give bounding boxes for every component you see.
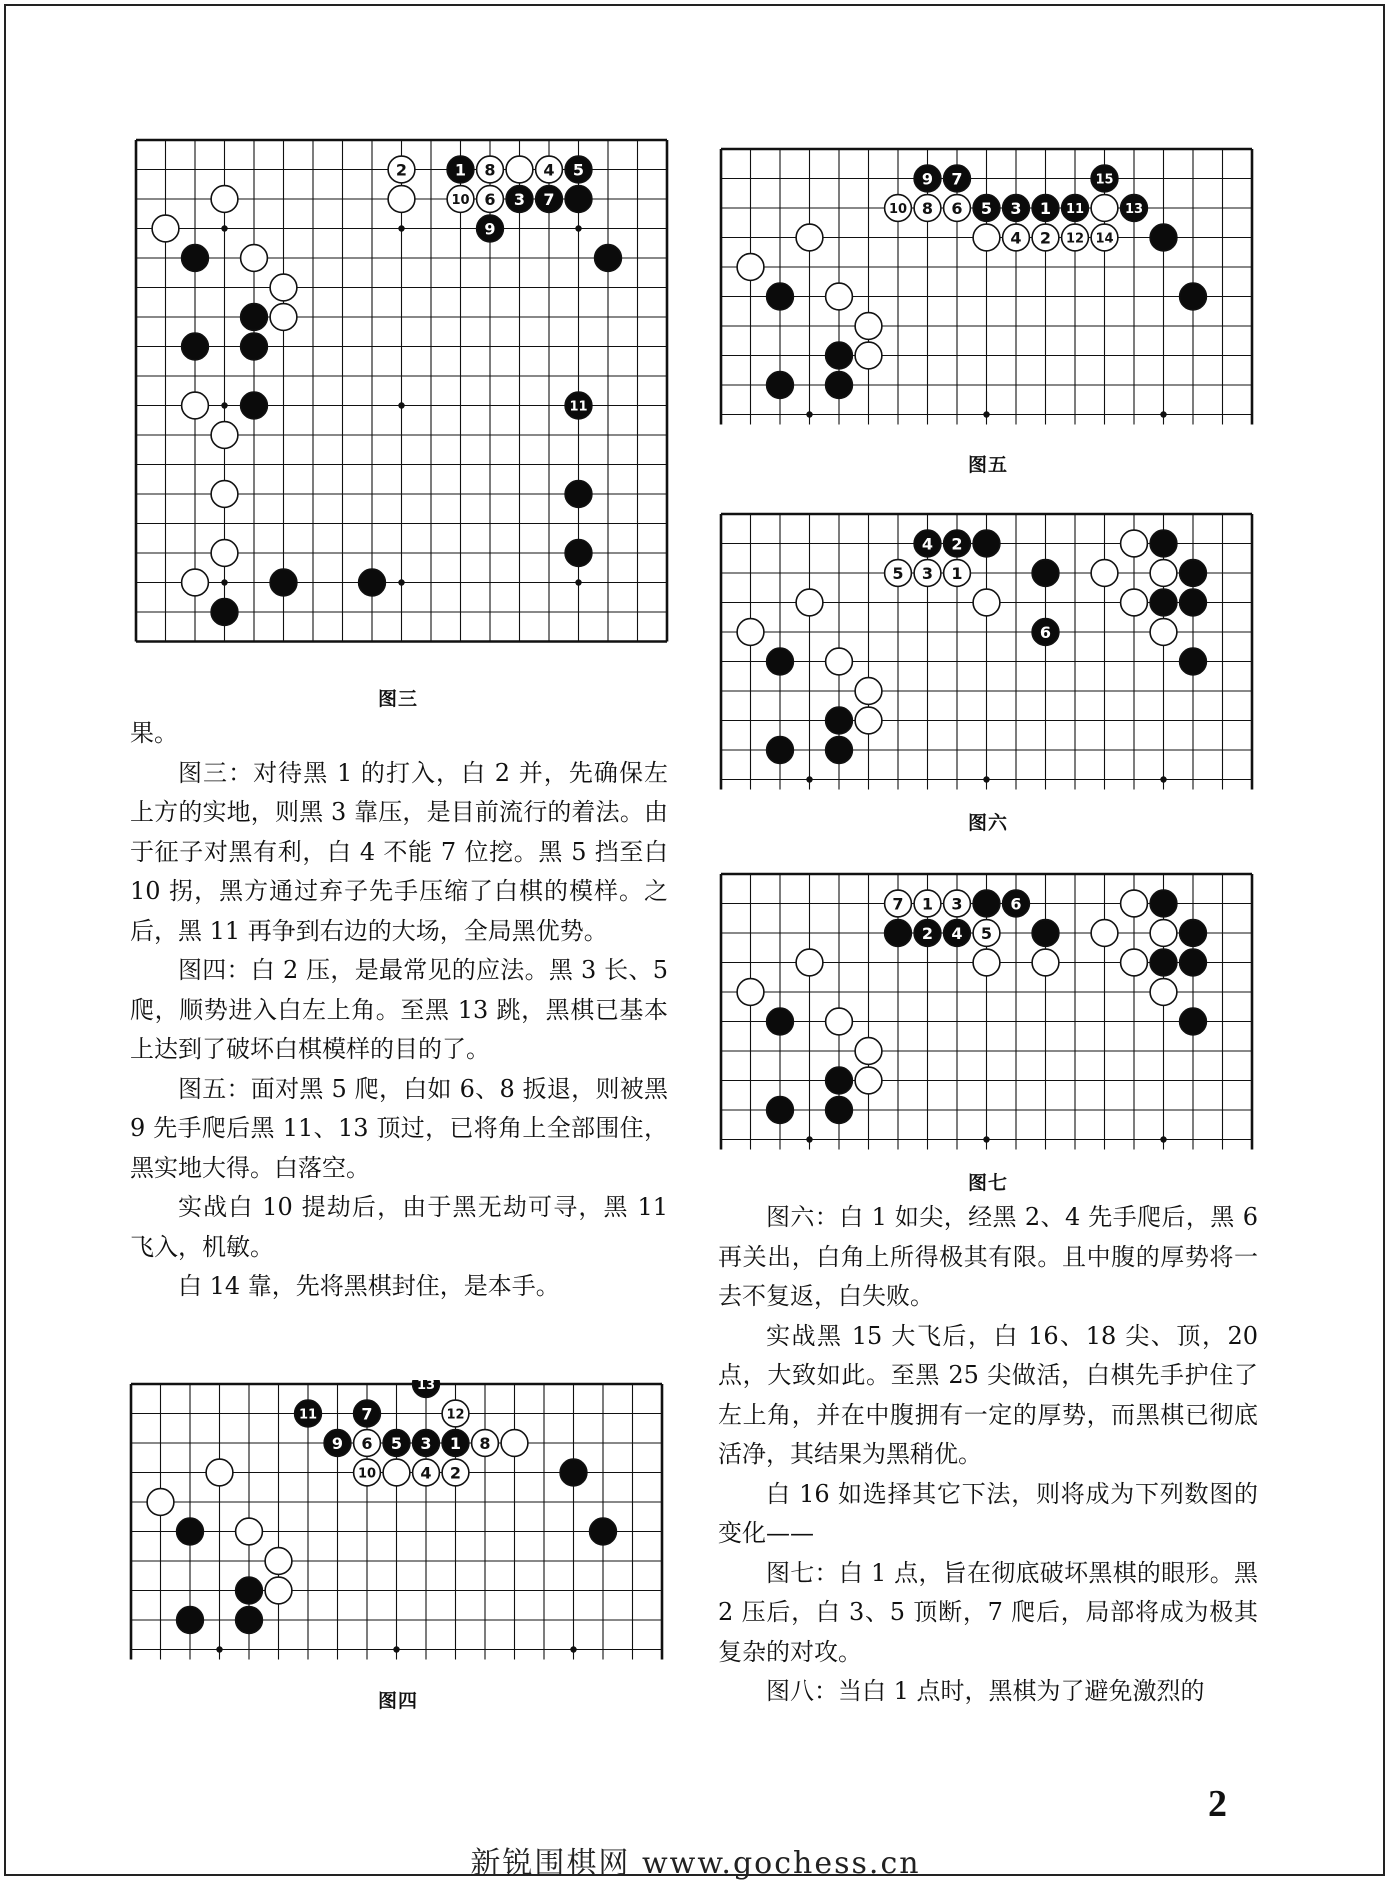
black-stone: [565, 540, 592, 567]
black-stone: [826, 1067, 853, 1094]
black-stone: [177, 1607, 204, 1634]
paragraph: 果。: [130, 719, 178, 747]
white-stone: [270, 274, 297, 301]
white-stone: [973, 920, 1000, 947]
black-stone: [241, 304, 268, 331]
white-stone: [826, 648, 853, 675]
white-stone: [265, 1577, 292, 1604]
move-number: 11: [298, 1407, 318, 1423]
black-stone: [1150, 890, 1177, 917]
white-stone: [1121, 589, 1148, 616]
move-number: 6: [951, 199, 963, 218]
move-number: 14: [1095, 231, 1114, 247]
black-stone: [1032, 619, 1059, 646]
white-stone: [973, 949, 1000, 976]
white-stone: [413, 1459, 440, 1486]
black-stone: [477, 215, 504, 242]
white-stone: [211, 186, 238, 213]
move-number: 10: [888, 202, 908, 217]
black-stone: [1062, 195, 1089, 222]
move-number: 12: [1065, 231, 1085, 247]
white-stone: [796, 589, 823, 616]
white-stone: [1091, 195, 1118, 222]
caption-fig4: 图四: [378, 1690, 419, 1712]
white-stone: [855, 1067, 882, 1094]
white-stone: [855, 342, 882, 369]
black-stone: [1150, 530, 1177, 557]
go-board-fig5: [715, 145, 1260, 430]
white-stone: [354, 1459, 381, 1486]
white-stone: [442, 1400, 469, 1427]
black-stone: [1003, 890, 1030, 917]
black-stone: [1032, 195, 1059, 222]
move-number: 1: [921, 894, 934, 914]
move-number: 7: [361, 1404, 373, 1424]
move-number: 3: [420, 1434, 432, 1453]
move-number: 1: [951, 564, 963, 583]
white-stone: [973, 224, 1000, 251]
white-stone: [855, 313, 882, 340]
white-stone: [147, 1489, 174, 1516]
move-number: 8: [479, 1434, 491, 1453]
paragraph: 图七：白 1 点，旨在彻底破坏黑棋的眼形。黑 2 压后，白 3、5 顶断，7 爬后，局部将成为极其复杂的对攻。: [718, 1558, 1258, 1666]
paragraph: 图六：白 1 如尖，经黑 2、4 先手爬后，黑 6 再关出，白角上所得极其有限。且中腹的厚势将一去不复返，白失败。: [718, 1203, 1258, 1310]
black-stone: [359, 569, 386, 596]
white-stone: [270, 304, 297, 331]
white-stone: [1032, 949, 1059, 976]
white-stone: [914, 890, 941, 917]
white-stone: [914, 195, 941, 222]
paragraph: 实战黑 15 大飞后，白 16、18 尖、顶，20 点，大致如此。至黑 25 尖做活，白棋先手护住了左上角，并在中腹拥有一定的厚势，而黑棋已彻底活净，其结果为黑稍优。: [718, 1321, 1258, 1468]
black-stone: [1121, 195, 1148, 222]
black-stone: [826, 342, 853, 369]
black-stone: [177, 1518, 204, 1545]
paragraph: 图三：对待黑 1 的打入，白 2 并，先确保左上方的实地，则黑 3 靠压，是目前流行的着法。由于征子对黑有利，白 4 不能 7 位挖。黑 5 挡至白 10 拐，黑方通过弃子先手压缩了白棋的模样。之后，黑 11 再争到右边的大场，全局黑优势。: [130, 758, 668, 945]
white-stone: [885, 890, 912, 917]
white-stone: [855, 707, 882, 734]
go-board-fig7: [715, 870, 1260, 1155]
move-number: 4: [543, 160, 555, 180]
white-stone: [944, 195, 971, 222]
black-stone: [447, 156, 474, 183]
move-number: 9: [921, 169, 934, 189]
move-number: 8: [484, 160, 496, 180]
black-stone: [590, 1518, 617, 1545]
move-number: 6: [1039, 623, 1052, 642]
white-stone: [472, 1430, 499, 1457]
paragraph: 图五：面对黑 5 爬，白如 6、8 扳退，则被黑 9 先手爬后黑 11、13 顶过，已将角上全部围住，黑实地大得。白落空。: [130, 1074, 668, 1182]
black-stone: [565, 186, 592, 213]
black-stone: [236, 1607, 263, 1634]
move-number: 6: [361, 1434, 373, 1453]
black-stone: [413, 1380, 440, 1397]
white-stone: [506, 156, 533, 183]
white-stone: [796, 224, 823, 251]
black-stone: [767, 372, 794, 399]
move-number: 6: [484, 190, 496, 209]
move-number: 9: [484, 219, 496, 239]
move-number: 2: [1039, 228, 1052, 248]
black-stone: [182, 333, 209, 360]
move-number: 15: [1095, 172, 1114, 188]
black-stone: [767, 283, 794, 310]
black-stone: [767, 737, 794, 764]
black-stone: [944, 530, 971, 557]
move-number: 10: [451, 193, 470, 208]
white-stone: [855, 1038, 882, 1065]
white-stone: [1091, 224, 1118, 251]
white-stone: [211, 540, 238, 567]
black-stone: [1150, 589, 1177, 616]
white-stone: [855, 678, 882, 705]
white-stone: [944, 560, 971, 587]
go-board-fig3: [130, 136, 670, 676]
white-stone: [826, 1008, 853, 1035]
black-stone: [1180, 283, 1207, 310]
move-number: 5: [980, 924, 993, 943]
move-number: 5: [980, 199, 993, 218]
black-stone: [826, 707, 853, 734]
left-text-column: [130, 714, 668, 1307]
black-stone: [182, 245, 209, 272]
white-stone: [211, 481, 238, 508]
white-stone: [1003, 224, 1030, 251]
black-stone: [324, 1430, 351, 1457]
white-stone: [388, 156, 415, 183]
black-stone: [944, 165, 971, 192]
paragraph: 白 16 如选择其它下法，则将成为下列数图的变化——: [718, 1479, 1258, 1547]
white-stone: [236, 1518, 263, 1545]
black-stone: [826, 372, 853, 399]
grid-lines: [136, 140, 667, 642]
black-stone: [1150, 224, 1177, 251]
black-stone: [1091, 165, 1118, 192]
black-stone: [211, 599, 238, 626]
white-stone: [737, 619, 764, 646]
black-stone: [826, 737, 853, 764]
black-stone: [295, 1400, 322, 1427]
black-stone: [383, 1430, 410, 1457]
move-number: 1: [1039, 199, 1052, 218]
white-stone: [152, 215, 179, 242]
black-stone: [354, 1400, 381, 1427]
white-stone: [1121, 530, 1148, 557]
move-number: 5: [390, 1434, 403, 1453]
move-number: 8: [921, 199, 934, 218]
black-stone: [914, 920, 941, 947]
paragraph: 图八：当白 1 点时，黑棋为了避免激烈的: [766, 1677, 1205, 1705]
caption-fig6: 图六: [968, 812, 1009, 834]
black-stone: [973, 530, 1000, 557]
footer-watermark: 新锐围棋网 www.gochess.cn: [470, 1846, 921, 1881]
white-stone: [265, 1548, 292, 1575]
move-number: 1: [449, 1434, 462, 1453]
black-stone: [595, 245, 622, 272]
black-stone: [506, 186, 533, 213]
caption-fig3: 图三: [378, 688, 419, 710]
black-stone: [236, 1577, 263, 1604]
go-board-fig4: [125, 1380, 670, 1670]
move-number: 11: [569, 399, 588, 415]
black-stone: [270, 569, 297, 596]
black-stone: [560, 1459, 587, 1486]
black-stone: [1180, 648, 1207, 675]
black-stone: [767, 1097, 794, 1124]
black-stone: [826, 1097, 853, 1124]
black-stone: [1032, 920, 1059, 947]
white-stone: [1032, 224, 1059, 251]
caption-fig7: 图七: [968, 1172, 1009, 1194]
black-stone: [536, 186, 563, 213]
black-stone: [565, 156, 592, 183]
white-stone: [737, 254, 764, 281]
black-stone: [914, 530, 941, 557]
white-stone: [1150, 920, 1177, 947]
caption-fig5: 图五: [968, 454, 1009, 476]
move-number: 6: [1010, 894, 1022, 914]
white-stone: [477, 186, 504, 213]
white-stone: [501, 1430, 528, 1457]
white-stone: [737, 979, 764, 1006]
grid-lines: [131, 1384, 662, 1660]
black-stone: [767, 648, 794, 675]
white-stone: [206, 1459, 233, 1486]
move-number: 2: [449, 1463, 462, 1483]
go-board-fig6: [715, 510, 1260, 795]
white-stone: [241, 245, 268, 272]
black-stone: [1032, 560, 1059, 587]
white-stone: [1150, 560, 1177, 587]
paragraph: 实战白 10 提劫后，由于黑无劫可寻，黑 11 飞入，机敏。: [130, 1193, 668, 1261]
black-stone: [442, 1430, 469, 1457]
move-number: 7: [892, 894, 904, 914]
move-number: 7: [543, 190, 555, 209]
move-number: 2: [951, 534, 963, 554]
white-stone: [973, 589, 1000, 616]
white-stone: [354, 1430, 381, 1457]
white-stone: [885, 560, 912, 587]
white-stone: [1121, 949, 1148, 976]
black-stone: [1003, 195, 1030, 222]
move-number: 9: [331, 1434, 344, 1453]
white-stone: [477, 156, 504, 183]
move-number: 11: [1065, 202, 1085, 217]
move-number: 2: [395, 160, 408, 180]
move-number: 3: [921, 564, 934, 583]
black-stone: [1180, 1008, 1207, 1035]
black-stone: [565, 481, 592, 508]
move-number: 7: [951, 169, 963, 189]
page-number: 2: [1208, 1783, 1227, 1825]
white-stone: [442, 1459, 469, 1486]
move-number: 3: [951, 894, 963, 914]
move-number: 1: [454, 160, 467, 180]
paragraph: 图四：白 2 压，是最常见的应法。黑 3 长、5 爬，顺势进入白左上角。至黑 13 跳，黑棋已基本上达到了破坏白棋模样的目的了。: [130, 956, 668, 1063]
move-number: 2: [921, 924, 934, 943]
black-stone: [1180, 589, 1207, 616]
white-stone: [826, 283, 853, 310]
white-stone: [388, 186, 415, 213]
black-stone: [767, 1008, 794, 1035]
white-stone: [796, 949, 823, 976]
black-stone: [1150, 949, 1177, 976]
paragraph: 白 14 靠，先将黑棋封住，是本手。: [178, 1272, 560, 1300]
white-stone: [1150, 979, 1177, 1006]
white-stone: [1062, 224, 1089, 251]
black-stone: [1180, 949, 1207, 976]
move-number: 5: [572, 160, 585, 180]
move-number: 12: [446, 1407, 465, 1423]
right-text-column: [718, 1198, 1258, 1712]
black-stone: [413, 1430, 440, 1457]
black-stone: [944, 920, 971, 947]
black-stone: [885, 920, 912, 947]
move-number: 13: [1124, 202, 1144, 217]
black-stone: [241, 392, 268, 419]
move-number: 3: [513, 190, 526, 209]
black-stone: [914, 165, 941, 192]
move-number: 4: [1010, 228, 1022, 248]
white-stone: [1150, 619, 1177, 646]
black-stone: [241, 333, 268, 360]
black-stone: [1180, 920, 1207, 947]
white-stone: [536, 156, 563, 183]
black-stone: [973, 890, 1000, 917]
black-stone: [973, 195, 1000, 222]
white-stone: [383, 1459, 410, 1486]
move-number: 4: [420, 1463, 432, 1483]
move-number: 5: [892, 564, 904, 583]
move-number: 13: [416, 1380, 436, 1393]
white-stone: [1091, 560, 1118, 587]
black-stone: [1180, 560, 1207, 587]
move-number: 4: [921, 534, 934, 554]
move-number: 10: [357, 1466, 377, 1482]
white-stone: [447, 186, 474, 213]
move-number: 4: [951, 924, 963, 943]
white-stone: [885, 195, 912, 222]
move-number: 3: [1010, 199, 1022, 218]
white-stone: [1091, 920, 1118, 947]
grid-lines: [721, 149, 1252, 425]
white-stone: [1121, 890, 1148, 917]
white-stone: [944, 890, 971, 917]
white-stone: [211, 422, 238, 449]
white-stone: [182, 569, 209, 596]
white-stone: [182, 392, 209, 419]
black-stone: [565, 392, 592, 419]
white-stone: [914, 560, 941, 587]
